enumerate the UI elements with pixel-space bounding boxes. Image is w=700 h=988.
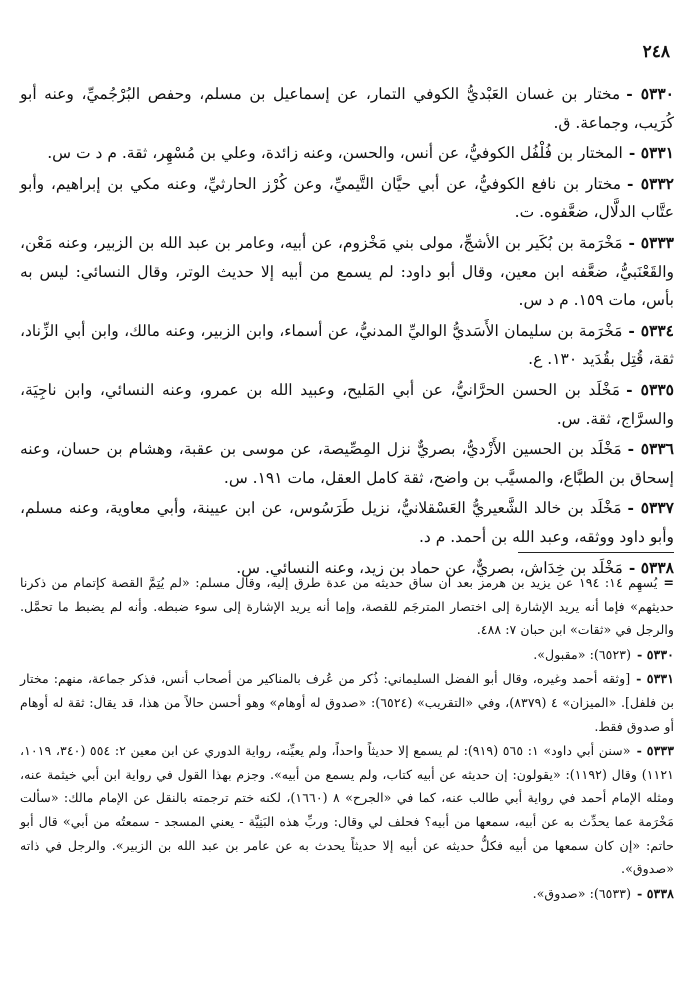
entry-text: مَخْلَد بن الحسن الحرَّانيُّ، عن أبي المَليح، وعبيد الله بن عمرو، وعنه النسائي، وابن ناجِيَة، والسرَّاج، ثقة. س. xyxy=(20,380,674,428)
footnote-text: «سنن أبي داود» ١: ٥٦٥ (٩١٩): لم يسمع إلا حديثاً واحداً، ولم يعيِّنه، رواية الدوري عن ابن معين ٢: ٥٥٤ (٣٤٠، ١٠١٩، ١١٢١) وقال (١١٩٢): «يقولون: إن حديثه عن أبيه كتاب، ولم يسمع من أبيه». وجزم بهذا القول في رواية ابن أبي خيثمة عنه، ومثله الإمام أحمد في رواية أبي طالب عنه، كما في «الجرح» ٨ (١٦٦٠)، لكنه ختم ترجمته بالنقل عن الإمام مالك: «سألت مَخْرَمة عما يحدِّث به عن أبيه، سمعها من أبيه؟ فحلف لي وقال: وربِّ هذه البَنِيَّة - يعني المسجد - سمعتُه من أبي» قال أبو حاتم: «إن كان سمعها من أبيه فكلُّ حديثه عن أبيه إلا حديثاً يحدث به عن عامر بن عبد الله بن الزبير». والرجل في ذاته «صدوق». xyxy=(20,743,674,877)
footnote-divider xyxy=(518,552,674,553)
entry-text: المختار بن فُلْفُل الكوفيُّ، عن أنس، والحسن، وعنه زائدة، وعلي بن مُسْهِر، ثقة. م د ت س. xyxy=(47,144,623,163)
footnote-number: ٥٣٣١ - xyxy=(636,671,675,687)
entry-text: مختار بن غسان العَبْديُّ الكوفي التمار، عن إسماعيل بن مسلم، وحفص البُرْجُميِّ، وعنه أبو كُرَيب، وجماعة. ق. xyxy=(20,85,674,132)
footnote-number: ٥٣٣٣ - xyxy=(636,743,675,759)
entry-text: مَخْلَد بن الحسين الأَزْديُّ، بصريٌّ نزل المِصِّيصة، عن موسى بن عقبة، وهشام بن حسان، وعنه إسحاق بن الطبَّاع، والمسيَّب بن واضح، ثقة كامل العقل، مات ١٩١. س. xyxy=(20,440,674,487)
entry-5336 xyxy=(20,435,674,492)
entry-number: ٥٣٣٤ - xyxy=(628,320,674,340)
entry-text: مَخْلَد بن خالد الشَّعيريُّ العَسْقلانيُّ، نزيل طَرَسُوس، عن ابن عيينة، وأبي معاوية، وعنه مسلم، وأبو داود ووثقه، وعبد الله بن أحمد. م د. xyxy=(20,499,674,546)
entry-number: ٥٣٣٧ - xyxy=(627,498,674,518)
footnote-continued xyxy=(20,571,674,642)
entry-5335 xyxy=(20,376,674,433)
entry-text: مَخْرَمة بن سليمان الأَسَديُّ الواليِّ المدنيُّ، عن أسماء، وابن الزبير، وعنه مالك، وابن أبي الزِّناد، ثقة، قُتِل بقُدَيد ١٣٠. ع. xyxy=(20,321,674,369)
entry-5332 xyxy=(20,170,674,227)
footnote-5338 xyxy=(20,882,674,906)
entry-number: ٥٣٣١ - xyxy=(628,143,674,163)
entry-5334 xyxy=(20,317,674,374)
footnote-number: ٥٣٣٠ - xyxy=(637,646,674,662)
entry-5333 xyxy=(20,229,674,315)
footnote-text: (٦٥٢٣): «مقبول». xyxy=(533,646,632,662)
footnote-marker: = xyxy=(663,575,674,590)
entry-number: ٥٣٣٢ - xyxy=(627,173,674,193)
page-number: ٢٤٨ xyxy=(642,42,670,62)
entry-text: مَخْرَمة بن بُكَير بن الأشجِّ، مولى بني مَخْزوم، عن أبيه، وعامر بن عبد الله بن الزبير، وعنه مَعْن، والقَعْنَبيُّ، ضعَّفه ابن معين، وقال أبو داود: لم يسمع من أبيه إلا حديث الوتر، وقال النسائي: ليس به بأس، مات ١٥٩. م د س. xyxy=(20,233,674,310)
footnote-number: ٥٣٣٨ - xyxy=(637,885,674,901)
footnotes xyxy=(20,571,674,906)
entry-number: ٥٣٣٦ - xyxy=(627,439,674,459)
footnote-text: [وثقه أحمد وغيره، وقال أبو الفضل السليماني: ذُكر من عُرف بالمناكير من أصحاب أنس، فذكر جماعة، منهم: مختار بن فلفل]. «الميزان» ٤ (٨٣٧٩)، وفي «التقريب» (٦٥٢٤): «صدوق له أوهام» وهو أحسن حالاً من هذا، قد يقال: ثقة له أوهام أو صدوق فقط. xyxy=(20,671,674,734)
footnote-5333 xyxy=(20,739,674,881)
entry-text: مَخْلَد بن خِدَاش، بصريٌّ، عن حماد بن زيد، وعنه النسائي. س. xyxy=(236,558,623,577)
footnote-text: يُسهِم ١٤: ١٩٤ عن يزيد بن هرمز بعد أن ساق حديثه من عدة طرق إليه، وقال مسلم: «لم يُتِمَّ القصة كإتمام من ذكرنا حديثهم» فإما أنه يريد الإشارة إلى اختصار المترجَم للقصة، وإما أنه يريد الإشارة إلى سوء ضبطه. وأنه لم يضبط ما تحمَّل. والرجل في «ثقات» ابن حبان ٧: ٤٨٨. xyxy=(20,575,674,638)
footnote-text: (٦٥٣٣): «صدوق». xyxy=(532,885,632,901)
entry-5331 xyxy=(20,139,674,168)
entry-5330 xyxy=(20,80,674,137)
biography-entries xyxy=(20,80,674,584)
entry-number: ٥٣٣٠ - xyxy=(626,84,674,103)
entry-number: ٥٣٣٨ - xyxy=(628,557,674,577)
entry-5337 xyxy=(20,494,674,551)
footnote-5330 xyxy=(20,643,674,667)
entry-number: ٥٣٣٥ - xyxy=(626,379,674,399)
footnote-5331 xyxy=(20,667,674,738)
entry-number: ٥٣٣٣ - xyxy=(628,232,674,252)
entry-text: مختار بن نافع الكوفيُّ، عن أبي حيَّان التَّيميِّ، وعن كُرْز الحارثيِّ، وعنه مكي بن إبراهيم، وأبو عتَّاب الدلَّال، ضعَّفوه. ت. xyxy=(20,174,674,222)
